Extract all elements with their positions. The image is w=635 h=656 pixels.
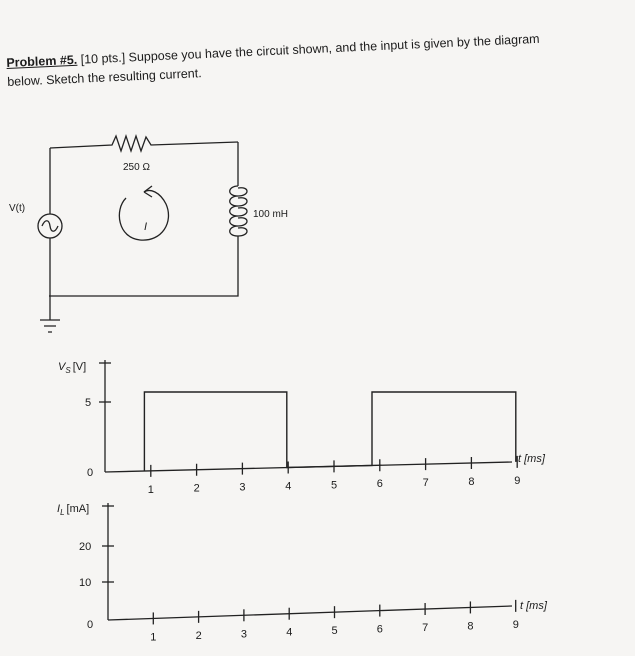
- il-x-axis: [108, 606, 512, 620]
- il-ylabel: $I_L$ [mA]: [57, 503, 90, 517]
- il-ytick-label-20: 20: [79, 541, 92, 553]
- il-x-tick-labels: [150, 619, 519, 644]
- il-ytick-label-10: 10: [79, 577, 92, 589]
- il-x-tick-label: 9: [512, 618, 519, 631]
- source-label: V(t): [9, 203, 26, 214]
- vs-x-tick-label: 1: [147, 483, 154, 496]
- vs-xlabel: t [ms]: [518, 453, 545, 465]
- il-x-tick-label: 6: [376, 623, 383, 636]
- il-xlabel: t [ms]: [520, 600, 547, 612]
- resistor-label: 250 Ω: [123, 162, 150, 173]
- problem-text-line-2: below. Sketch the resulting current.: [6, 66, 202, 89]
- problem-number: Problem #5.: [6, 52, 78, 70]
- vs-x-tick-label: 9: [514, 474, 521, 487]
- il-x-ticks: [153, 600, 515, 625]
- vs-ylabel: $V_S$ [V]: [58, 361, 87, 375]
- inductor-label: 100 mH: [253, 209, 289, 220]
- il-x-tick-label: 3: [240, 628, 248, 641]
- vs-x-tick-label: 2: [193, 482, 200, 495]
- il-x-tick-label: 1: [150, 631, 157, 644]
- il-x-tick-label: 4: [286, 626, 293, 639]
- il-ytick-label-0: 0: [87, 619, 94, 631]
- current-label: I: [144, 221, 148, 233]
- problem-text-line-1: [10 pts.] Suppose you have the circuit shown, and the input is given by the diagram: [76, 31, 540, 67]
- vs-x-tick-label: 6: [376, 478, 383, 491]
- vs-x-tick-label: 4: [285, 480, 292, 493]
- vs-x-tick-label: 3: [239, 481, 246, 494]
- il-x-tick-label: 7: [422, 622, 429, 635]
- il-x-tick-label: 2: [195, 629, 202, 642]
- vs-x-tick-label: 7: [422, 477, 429, 490]
- vs-ytick-label-0: 0: [87, 467, 94, 479]
- vs-x-tick-label: 8: [468, 475, 475, 488]
- il-x-tick-label: 5: [331, 625, 338, 638]
- il-x-tick-label: 8: [467, 620, 474, 633]
- vs-x-tick-label: 5: [331, 479, 338, 492]
- vs-ytick-label-5: 5: [85, 397, 92, 409]
